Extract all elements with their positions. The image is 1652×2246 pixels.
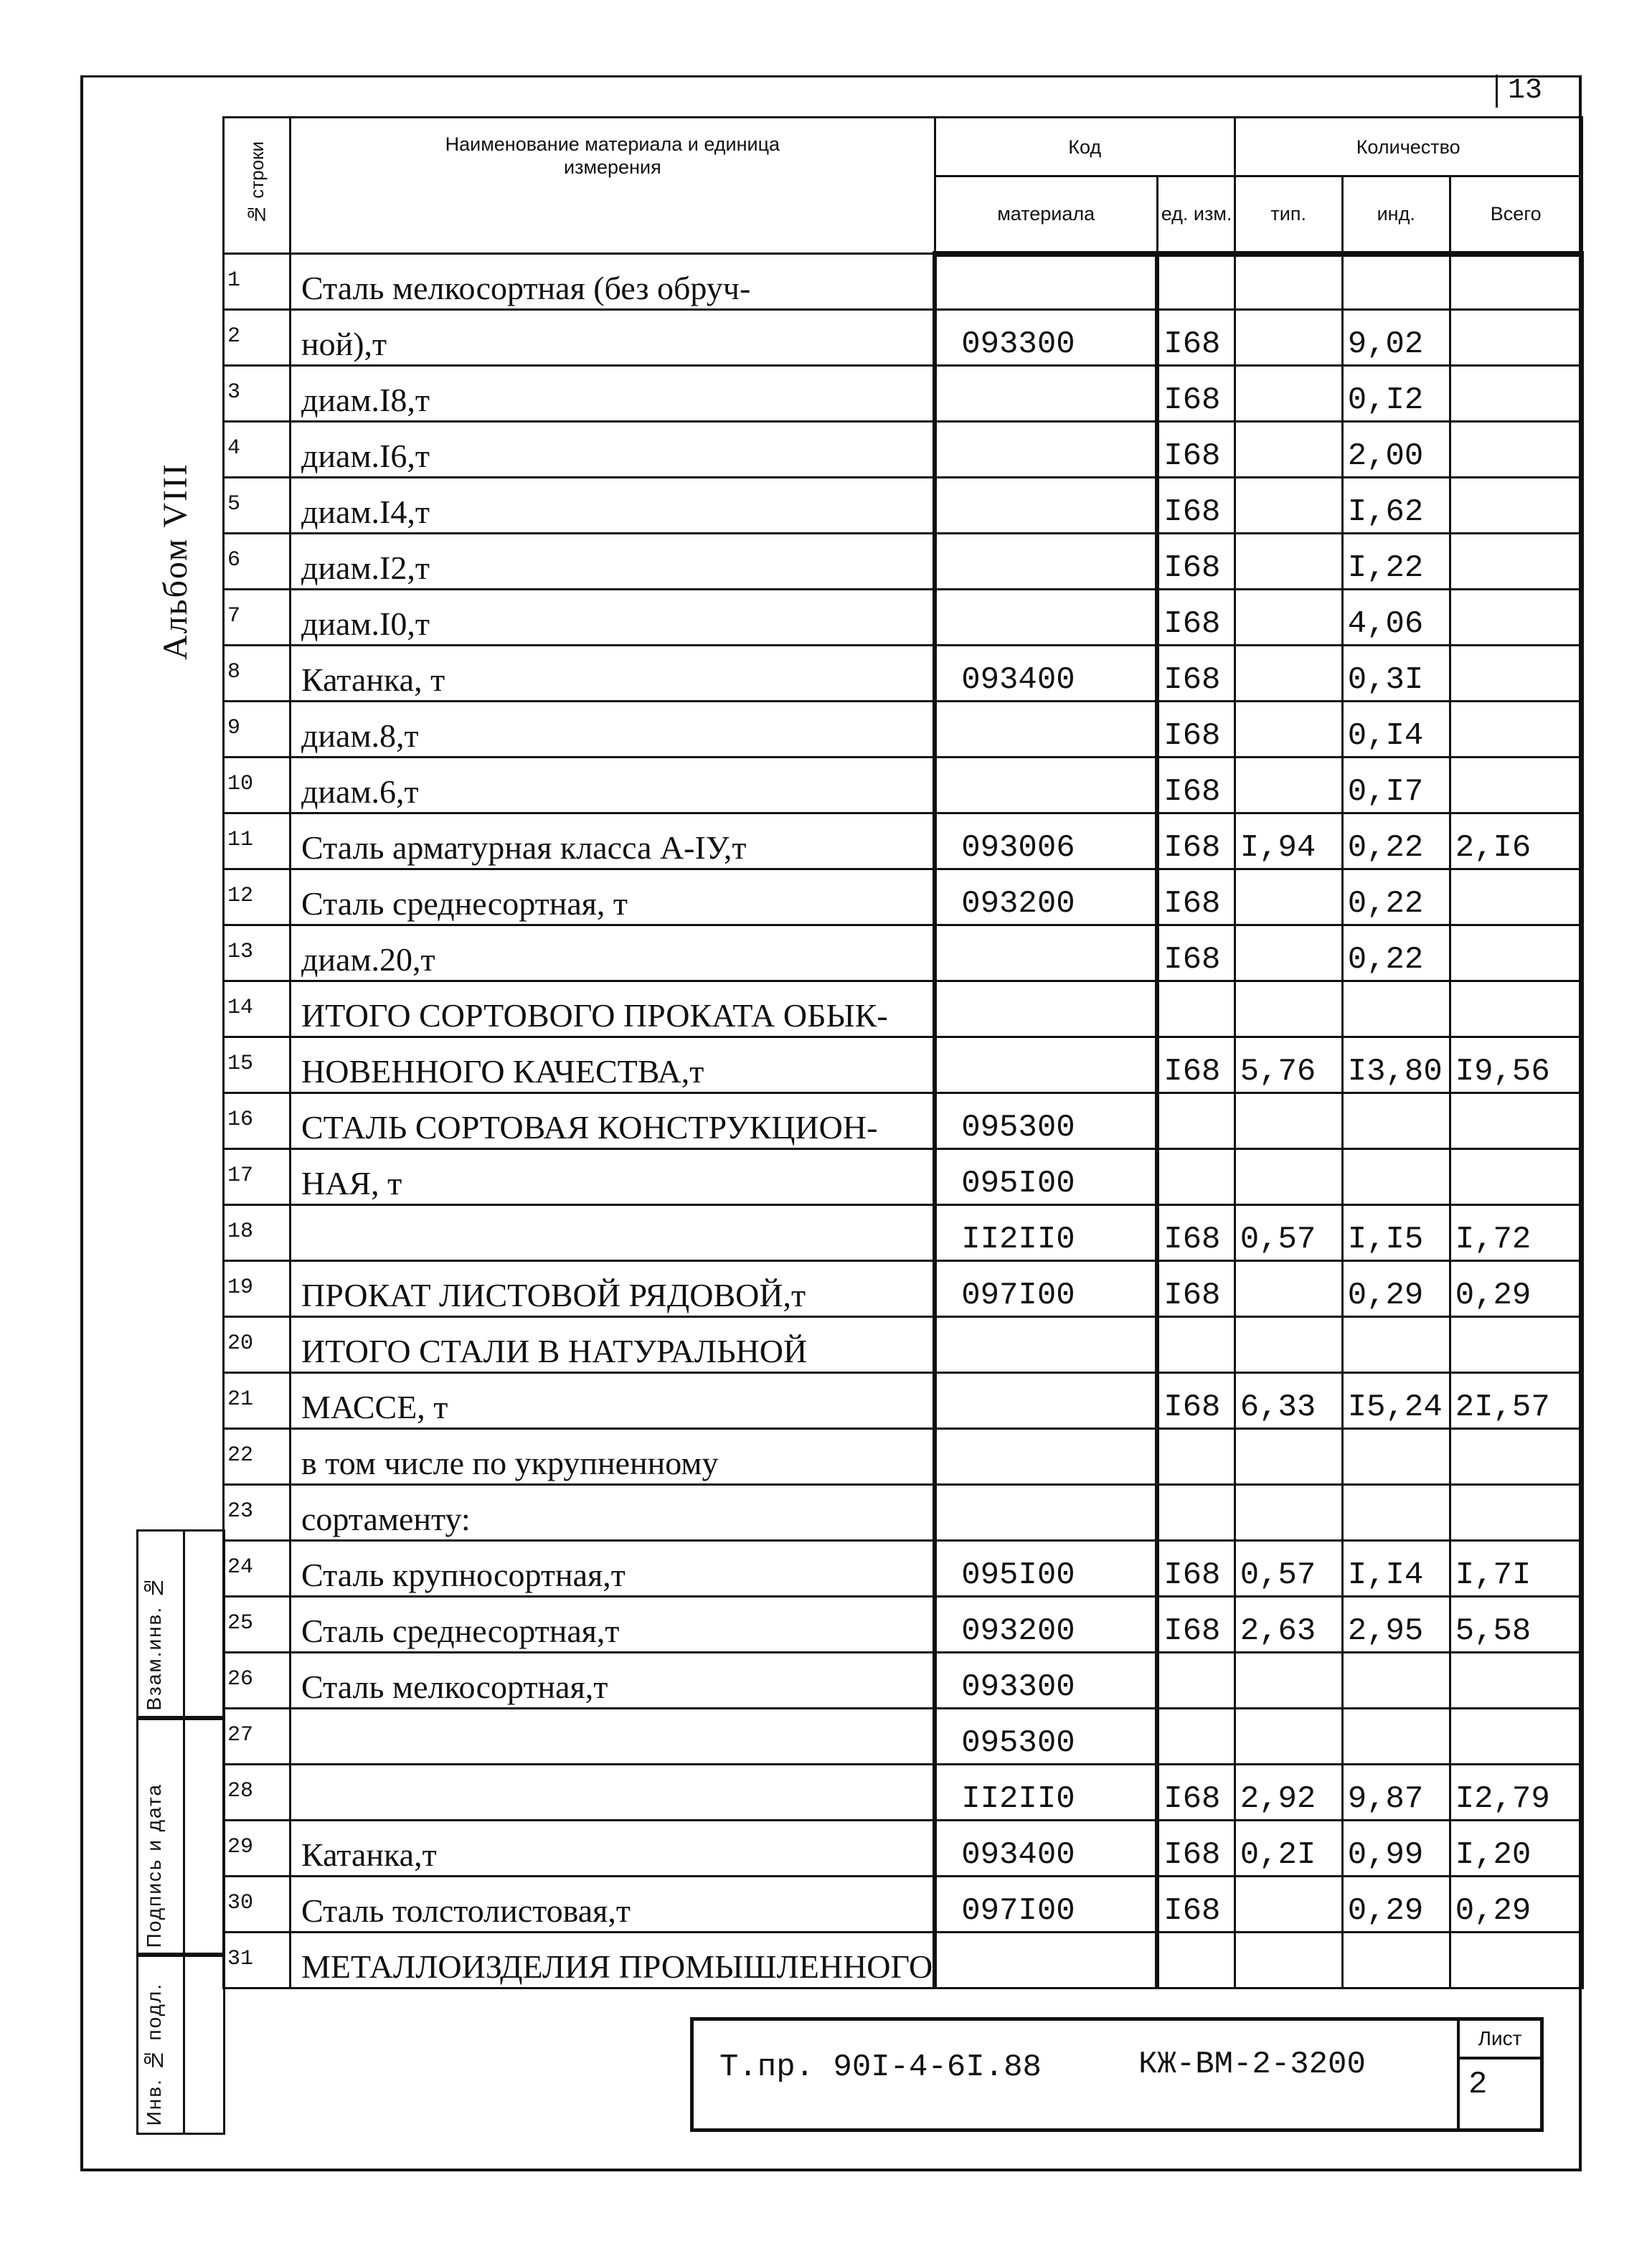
material-code: II2II0	[935, 1765, 1157, 1821]
material-name: диам.I4,т	[291, 478, 935, 534]
material-name: сортаменту:	[291, 1485, 935, 1541]
table-row	[224, 590, 1582, 646]
qty-ind: 9,02	[1342, 310, 1450, 366]
qty-ind: 4,06	[1342, 590, 1450, 646]
qty-typ	[1235, 1261, 1342, 1317]
table-row	[224, 1485, 1582, 1541]
material-name: диам.6,т	[291, 758, 935, 813]
material-name	[291, 1205, 935, 1261]
material-name	[291, 1709, 935, 1765]
unit-code: I68	[1157, 925, 1235, 981]
qty-ind: I,I5	[1342, 1205, 1450, 1261]
qty-typ	[1235, 1877, 1342, 1933]
material-code: 093400	[935, 1821, 1157, 1877]
row-number: 27	[224, 1709, 291, 1765]
row-number: 20	[224, 1317, 291, 1373]
table-row	[224, 1261, 1582, 1317]
material-code	[935, 1317, 1157, 1373]
material-code	[935, 366, 1157, 422]
material-code: 093200	[935, 1597, 1157, 1653]
qty-ind	[1342, 1933, 1450, 1988]
row-number: 3	[224, 366, 291, 422]
table-row	[224, 1709, 1582, 1765]
row-number: 25	[224, 1597, 291, 1653]
material-code	[935, 1373, 1157, 1429]
material-code: 093300	[935, 310, 1157, 366]
unit-code: I68	[1157, 1037, 1235, 1093]
page-number: 13	[1496, 75, 1542, 108]
material-name: диам.I2,т	[291, 534, 935, 590]
material-name: СТАЛЬ СОРТОВАЯ КОНСТРУКЦИОН-	[291, 1093, 935, 1149]
qty-typ: 5,76	[1235, 1037, 1342, 1093]
material-code	[935, 422, 1157, 478]
material-code	[935, 758, 1157, 813]
material-name: в том числе по укрупненному	[291, 1429, 935, 1485]
material-code: 095300	[935, 1709, 1157, 1765]
materials-table	[222, 116, 1584, 1989]
qty-typ: 0,57	[1235, 1541, 1342, 1597]
qty-typ	[1235, 1317, 1342, 1373]
qty-ind: 0,22	[1342, 925, 1450, 981]
material-code	[935, 478, 1157, 534]
material-name: МЕТАЛЛОИЗДЕЛИЯ ПРОМЫШЛЕННОГО	[291, 1933, 935, 1988]
sheet-number: 2	[1468, 2067, 1488, 2103]
material-code: 095I00	[935, 1541, 1157, 1597]
qty-typ	[1235, 310, 1342, 366]
qty-total: I9,56	[1450, 1037, 1582, 1093]
table-row	[224, 1877, 1582, 1933]
material-name: ИТОГО СОРТОВОГО ПРОКАТА ОБЫК-	[291, 981, 935, 1037]
table-row	[224, 869, 1582, 925]
unit-code	[1157, 1709, 1235, 1765]
table-row	[224, 646, 1582, 702]
material-name: Сталь толстолистовая,т	[291, 1877, 935, 1933]
unit-code: I68	[1157, 1541, 1235, 1597]
side-stamp-signature	[136, 1716, 225, 1957]
qty-ind: 0,22	[1342, 813, 1450, 869]
qty-total: 5,58	[1450, 1597, 1582, 1653]
qty-ind: 0,29	[1342, 1877, 1450, 1933]
material-name: Сталь среднесортная,т	[291, 1597, 935, 1653]
table-row	[224, 366, 1582, 422]
table-row	[224, 534, 1582, 590]
material-code	[935, 981, 1157, 1037]
qty-typ	[1235, 1933, 1342, 1988]
qty-total	[1450, 646, 1582, 702]
material-code: 093400	[935, 646, 1157, 702]
qty-total: 0,29	[1450, 1877, 1582, 1933]
row-number: 9	[224, 702, 291, 758]
unit-code: I68	[1157, 1205, 1235, 1261]
unit-code: I68	[1157, 1765, 1235, 1821]
material-code	[935, 1485, 1157, 1541]
unit-code	[1157, 1317, 1235, 1373]
qty-total	[1450, 422, 1582, 478]
table-row	[224, 1037, 1582, 1093]
table-row	[224, 1653, 1582, 1709]
qty-ind	[1342, 1709, 1450, 1765]
material-name: НАЯ, т	[291, 1149, 935, 1205]
side-stamp-label: Взам.инв. №	[143, 1575, 165, 1711]
qty-ind: 9,87	[1342, 1765, 1450, 1821]
row-number: 18	[224, 1205, 291, 1261]
qty-total	[1450, 869, 1582, 925]
qty-ind	[1342, 1485, 1450, 1541]
row-number: 8	[224, 646, 291, 702]
table-row	[224, 1933, 1582, 1988]
unit-code: I68	[1157, 422, 1235, 478]
row-number: 22	[224, 1429, 291, 1485]
qty-typ	[1235, 534, 1342, 590]
qty-typ	[1235, 981, 1342, 1037]
material-name: Катанка, т	[291, 646, 935, 702]
row-number: 10	[224, 758, 291, 813]
header-code-material: материала	[935, 176, 1157, 254]
material-code	[935, 1933, 1157, 1988]
table-row	[224, 925, 1582, 981]
material-name: ИТОГО СТАЛИ В НАТУРАЛЬНОЙ	[291, 1317, 935, 1373]
qty-total: 0,29	[1450, 1261, 1582, 1317]
qty-ind: 2,00	[1342, 422, 1450, 478]
qty-ind: 0,99	[1342, 1821, 1450, 1877]
row-number: 26	[224, 1653, 291, 1709]
qty-typ	[1235, 1653, 1342, 1709]
header-material-name: Наименование материала и единица измерения	[291, 118, 935, 254]
qty-total: 2,I6	[1450, 813, 1582, 869]
qty-total	[1450, 1429, 1582, 1485]
unit-code: I68	[1157, 869, 1235, 925]
qty-total	[1450, 1653, 1582, 1709]
qty-typ	[1235, 758, 1342, 813]
table-row	[224, 981, 1582, 1037]
row-number: 4	[224, 422, 291, 478]
qty-ind	[1342, 1653, 1450, 1709]
material-name: Сталь крупносортная,т	[291, 1541, 935, 1597]
qty-total	[1450, 1093, 1582, 1149]
qty-ind	[1342, 1429, 1450, 1485]
qty-typ: 6,33	[1235, 1373, 1342, 1429]
qty-total	[1450, 1149, 1582, 1205]
table-row	[224, 1429, 1582, 1485]
qty-typ	[1235, 1429, 1342, 1485]
material-name: ПРОКАТ ЛИСТОВОЙ РЯДОВОЙ,т	[291, 1261, 935, 1317]
qty-ind: I3,80	[1342, 1037, 1450, 1093]
qty-ind: 0,3I	[1342, 646, 1450, 702]
qty-total: I,7I	[1450, 1541, 1582, 1597]
unit-code	[1157, 1429, 1235, 1485]
qty-ind	[1342, 981, 1450, 1037]
qty-total	[1450, 254, 1582, 310]
material-name: Сталь арматурная класса А-IУ,т	[291, 813, 935, 869]
table-row	[224, 813, 1582, 869]
qty-typ	[1235, 1709, 1342, 1765]
material-name: диам.I0,т	[291, 590, 935, 646]
material-name: диам.I6,т	[291, 422, 935, 478]
unit-code	[1157, 981, 1235, 1037]
material-code: II2II0	[935, 1205, 1157, 1261]
material-name	[291, 1765, 935, 1821]
row-number: 23	[224, 1485, 291, 1541]
material-name: ной),т	[291, 310, 935, 366]
table-row	[224, 1317, 1582, 1373]
material-code: 095300	[935, 1093, 1157, 1149]
qty-typ	[1235, 254, 1342, 310]
qty-total	[1450, 758, 1582, 813]
row-number: 30	[224, 1877, 291, 1933]
qty-total	[1450, 478, 1582, 534]
unit-code: I68	[1157, 1877, 1235, 1933]
unit-code: I68	[1157, 1373, 1235, 1429]
row-number: 14	[224, 981, 291, 1037]
sheet-label: Лист	[1460, 2021, 1540, 2059]
material-code: 097I00	[935, 1261, 1157, 1317]
qty-total: I,20	[1450, 1821, 1582, 1877]
qty-typ	[1235, 869, 1342, 925]
table-row	[224, 758, 1582, 813]
qty-total	[1450, 590, 1582, 646]
table-row	[224, 1373, 1582, 1429]
qty-typ	[1235, 590, 1342, 646]
qty-ind	[1342, 1093, 1450, 1149]
qty-ind: 0,22	[1342, 869, 1450, 925]
qty-typ: I,94	[1235, 813, 1342, 869]
row-number: 28	[224, 1765, 291, 1821]
row-number: 29	[224, 1821, 291, 1877]
qty-typ	[1235, 1485, 1342, 1541]
header-code-unit: ед. изм.	[1157, 176, 1235, 254]
table-row	[224, 1765, 1582, 1821]
unit-code	[1157, 1149, 1235, 1205]
unit-code: I68	[1157, 478, 1235, 534]
qty-typ	[1235, 478, 1342, 534]
qty-ind: 0,I2	[1342, 366, 1450, 422]
qty-typ	[1235, 702, 1342, 758]
qty-total	[1450, 981, 1582, 1037]
title-block	[690, 2017, 1544, 2132]
material-name: Катанка,т	[291, 1821, 935, 1877]
material-name: НОВЕННОГО КАЧЕСТВА,т	[291, 1037, 935, 1093]
unit-code	[1157, 254, 1235, 310]
qty-ind: 0,I4	[1342, 702, 1450, 758]
header-code: Код	[935, 118, 1235, 176]
row-number: 17	[224, 1149, 291, 1205]
qty-total	[1450, 1709, 1582, 1765]
qty-ind: I,22	[1342, 534, 1450, 590]
album-label: Альбом VIII	[156, 462, 194, 660]
material-code: 093300	[935, 1653, 1157, 1709]
header-qty-total: Всего	[1450, 176, 1582, 254]
unit-code: I68	[1157, 758, 1235, 813]
header-qty-typ: тип.	[1235, 176, 1342, 254]
unit-code: I68	[1157, 366, 1235, 422]
side-stamp-inventory	[136, 1953, 225, 2135]
material-name: МАССЕ, т	[291, 1373, 935, 1429]
material-code	[935, 1429, 1157, 1485]
unit-code: I68	[1157, 590, 1235, 646]
sheet-box	[1457, 2021, 1540, 2128]
table-row	[224, 1541, 1582, 1597]
unit-code	[1157, 1933, 1235, 1988]
qty-typ: 2,92	[1235, 1765, 1342, 1821]
qty-ind	[1342, 1149, 1450, 1205]
qty-ind: 2,95	[1342, 1597, 1450, 1653]
table-row	[224, 702, 1582, 758]
qty-ind	[1342, 254, 1450, 310]
header-quantity: Количество	[1235, 118, 1582, 176]
header-qty-ind: инд.	[1342, 176, 1450, 254]
unit-code: I68	[1157, 1597, 1235, 1653]
row-number: 15	[224, 1037, 291, 1093]
qty-total: I2,79	[1450, 1765, 1582, 1821]
drawing-code: КЖ-ВМ-2-3200	[1138, 2047, 1366, 2082]
qty-typ	[1235, 1093, 1342, 1149]
material-code: 095I00	[935, 1149, 1157, 1205]
unit-code	[1157, 1653, 1235, 1709]
row-number: 11	[224, 813, 291, 869]
row-number: 6	[224, 534, 291, 590]
unit-code: I68	[1157, 1261, 1235, 1317]
row-number: 5	[224, 478, 291, 534]
table-row	[224, 422, 1582, 478]
material-name: Сталь мелкосортная (без обруч-	[291, 254, 935, 310]
doc-reference: Т.пр. 90I-4-6I.88	[719, 2049, 1042, 2085]
unit-code	[1157, 1093, 1235, 1149]
row-number: 31	[224, 1933, 291, 1988]
unit-code: I68	[1157, 310, 1235, 366]
qty-typ: 0,57	[1235, 1205, 1342, 1261]
qty-total	[1450, 702, 1582, 758]
material-name: диам.I8,т	[291, 366, 935, 422]
unit-code: I68	[1157, 534, 1235, 590]
row-number: 1	[224, 254, 291, 310]
qty-typ	[1235, 925, 1342, 981]
material-name: Сталь среднесортная, т	[291, 869, 935, 925]
qty-typ: 2,63	[1235, 1597, 1342, 1653]
material-code: 093006	[935, 813, 1157, 869]
material-code	[935, 254, 1157, 310]
qty-ind: I,I4	[1342, 1541, 1450, 1597]
qty-ind: I,62	[1342, 478, 1450, 534]
table-row	[224, 310, 1582, 366]
qty-typ	[1235, 646, 1342, 702]
material-name: Сталь мелкосортная,т	[291, 1653, 935, 1709]
material-code: 093200	[935, 869, 1157, 925]
unit-code: I68	[1157, 1821, 1235, 1877]
qty-typ	[1235, 422, 1342, 478]
unit-code: I68	[1157, 646, 1235, 702]
unit-code: I68	[1157, 702, 1235, 758]
qty-ind: 0,29	[1342, 1261, 1450, 1317]
material-code	[935, 590, 1157, 646]
row-number: 12	[224, 869, 291, 925]
row-number: 13	[224, 925, 291, 981]
qty-typ: 0,2I	[1235, 1821, 1342, 1877]
table-row	[224, 1149, 1582, 1205]
table-row	[224, 1093, 1582, 1149]
header-row-number: № строки	[224, 118, 291, 254]
qty-total	[1450, 925, 1582, 981]
qty-total: I,72	[1450, 1205, 1582, 1261]
unit-code	[1157, 1485, 1235, 1541]
material-name: диам.8,т	[291, 702, 935, 758]
material-code	[935, 1037, 1157, 1093]
material-code	[935, 702, 1157, 758]
material-name: диам.20,т	[291, 925, 935, 981]
row-number: 19	[224, 1261, 291, 1317]
table-row	[224, 254, 1582, 310]
row-number: 24	[224, 1541, 291, 1597]
qty-total	[1450, 534, 1582, 590]
qty-total	[1450, 366, 1582, 422]
row-number: 21	[224, 1373, 291, 1429]
material-code: 097I00	[935, 1877, 1157, 1933]
qty-ind	[1342, 1317, 1450, 1373]
row-number: 16	[224, 1093, 291, 1149]
material-code	[935, 925, 1157, 981]
side-stamp-label: Инв. № подл.	[143, 1982, 165, 2125]
table-row	[224, 1821, 1582, 1877]
qty-typ	[1235, 366, 1342, 422]
row-number: 7	[224, 590, 291, 646]
qty-typ	[1235, 1149, 1342, 1205]
side-stamp-replacement	[136, 1529, 225, 1720]
material-code	[935, 534, 1157, 590]
table-row	[224, 478, 1582, 534]
table-row	[224, 1205, 1582, 1261]
qty-total	[1450, 1485, 1582, 1541]
qty-total	[1450, 310, 1582, 366]
qty-total	[1450, 1317, 1582, 1373]
qty-total: 2I,57	[1450, 1373, 1582, 1429]
side-stamp-label: Подпись и дата	[143, 1783, 165, 1948]
unit-code: I68	[1157, 813, 1235, 869]
qty-total	[1450, 1933, 1582, 1988]
table-row	[224, 1597, 1582, 1653]
qty-ind: I5,24	[1342, 1373, 1450, 1429]
qty-ind: 0,I7	[1342, 758, 1450, 813]
row-number: 2	[224, 310, 291, 366]
